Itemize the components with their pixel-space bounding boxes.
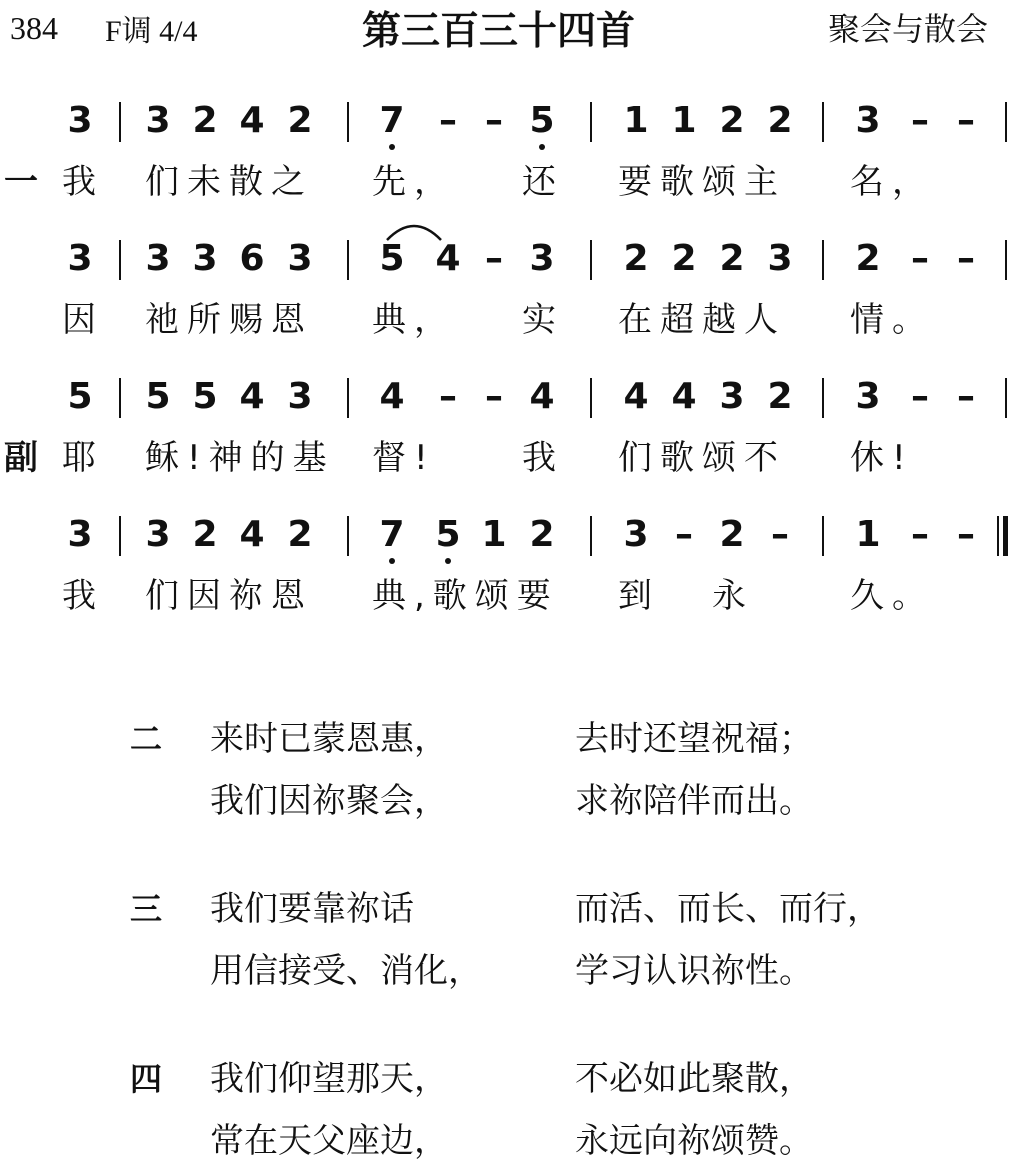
barline (347, 102, 349, 142)
note: 3 (145, 238, 171, 279)
verse-label: 一 (4, 162, 38, 202)
note: 1 (855, 514, 881, 555)
lyric-segment: 们因祢恩 (145, 576, 313, 616)
notes-row (0, 236, 1013, 296)
lyrics-row (0, 436, 1013, 486)
lyric-segment: 还 (522, 162, 564, 202)
lyric-segment: 要歌颂主 (618, 162, 786, 202)
note-hold-dash: – (911, 376, 929, 417)
notes-row (0, 98, 1013, 158)
lyric-segment: 们歌颂不 (618, 438, 786, 478)
lyric-segment: 久。 (850, 576, 934, 616)
score-system (0, 512, 1013, 632)
final-barline-thin (997, 516, 999, 556)
page-number: 384 (10, 10, 58, 46)
note-hold-dash: – (485, 376, 503, 417)
note-hold-dash: – (771, 514, 789, 555)
barline (119, 240, 121, 280)
note: 5 (192, 376, 218, 417)
verse-line-text: 我们因祢聚会， (210, 781, 448, 821)
note: 2 (287, 514, 313, 555)
note: 1 (623, 100, 649, 141)
barline (590, 240, 592, 280)
note-hold-dash: – (485, 238, 503, 279)
lyric-segment: 名， (850, 162, 934, 202)
hymn-category: 聚会与散会 (828, 10, 989, 48)
note: 4 (623, 376, 649, 417)
lyrics-row (0, 160, 1013, 210)
lyric-segment: 我 (522, 438, 564, 478)
note: 5 (145, 376, 171, 417)
barline (1005, 378, 1007, 418)
notes-row (0, 374, 1013, 434)
lyric-segment: 因 (62, 300, 104, 340)
note: 4 (379, 376, 405, 417)
barline (119, 516, 121, 556)
lyric-segment: 永 (712, 576, 754, 616)
lyric-segment: 在超越人 (618, 300, 786, 340)
lyric-segment: 休! (850, 438, 914, 478)
verse-line-text: 永远向祢颂赞。 (575, 1121, 813, 1161)
lyrics-row (0, 298, 1013, 348)
barline (347, 516, 349, 556)
note: 5 (428, 512, 468, 558)
hymn-title: 第三百三十四首 (362, 9, 636, 54)
verse-block (130, 1050, 930, 1170)
barline (590, 516, 592, 556)
lyric-segment: 稣!神的基 (145, 438, 335, 478)
note: 6 (239, 238, 265, 279)
lyric-segment: 们未散之 (145, 162, 313, 202)
barline (347, 240, 349, 280)
note: 2 (719, 514, 745, 555)
score-system (0, 374, 1013, 494)
note: 3 (855, 376, 881, 417)
note-hold-dash: – (675, 514, 693, 555)
note: 2 (623, 238, 649, 279)
barline (590, 102, 592, 142)
note: 3 (67, 238, 93, 279)
barline (347, 378, 349, 418)
verse-number: 四 (130, 1060, 163, 1098)
verse-block (130, 710, 930, 830)
score-system (0, 236, 1013, 356)
note: 2 (529, 514, 555, 555)
note: 3 (623, 514, 649, 555)
note-hold-dash: – (911, 100, 929, 141)
verse-block (130, 880, 930, 1000)
note: 2 (287, 100, 313, 141)
lyric-segment: 情。 (850, 300, 934, 340)
note: 7 (372, 98, 412, 144)
verse-line-text: 我们仰望那天， (210, 1059, 448, 1099)
octave-low-dot (389, 144, 395, 150)
note: 2 (855, 238, 881, 279)
note: 3 (145, 514, 171, 555)
note: 3 (719, 376, 745, 417)
verse-label: 副 (4, 438, 38, 478)
note-hold-dash: – (957, 376, 975, 417)
note: 3 (855, 100, 881, 141)
verse-line-text: 求祢陪伴而出。 (575, 781, 813, 821)
barline (822, 378, 824, 418)
note: 1 (481, 514, 507, 555)
verse-line-text: 常在天父座边， (210, 1121, 448, 1161)
verse-line-text: 去时还望祝福； (575, 719, 813, 759)
note: 5 (379, 238, 405, 279)
note: 3 (67, 100, 93, 141)
lyric-segment: 典,歌颂要 (372, 576, 559, 616)
octave-low-dot (389, 558, 395, 564)
note: 7 (372, 512, 412, 558)
note-hold-dash: – (957, 514, 975, 555)
note: 4 (671, 376, 697, 417)
note-hold-dash: – (957, 100, 975, 141)
lyric-segment: 我 (62, 162, 104, 202)
note: 2 (719, 238, 745, 279)
verse-line-text: 学习认识祢性。 (575, 951, 813, 991)
lyric-segment: 实 (522, 300, 564, 340)
note-hold-dash: – (439, 376, 457, 417)
note: 4 (529, 376, 555, 417)
note: 3 (529, 238, 555, 279)
note: 3 (767, 238, 793, 279)
barline (1005, 240, 1007, 280)
lyric-segment: 我 (62, 576, 104, 616)
note: 3 (67, 514, 93, 555)
barline (822, 516, 824, 556)
barline (822, 240, 824, 280)
note-hold-dash: – (439, 100, 457, 141)
barline (590, 378, 592, 418)
note: 2 (192, 100, 218, 141)
note: 5 (67, 376, 93, 417)
note: 3 (287, 238, 313, 279)
note: 5 (522, 98, 562, 144)
note: 4 (435, 238, 461, 279)
final-barline-thick (1003, 516, 1008, 556)
note: 2 (719, 100, 745, 141)
note: 2 (767, 100, 793, 141)
verse-line-text: 用信接受、消化， (210, 951, 482, 991)
lyric-segment: 典， (372, 300, 456, 340)
lyrics-row (0, 574, 1013, 624)
verse-line-text: 我们要靠祢话 (210, 889, 414, 929)
verse-number: 三 (130, 890, 163, 928)
lyric-segment: 到 (618, 576, 660, 616)
score-system (0, 98, 1013, 218)
barline (119, 102, 121, 142)
barline (1005, 102, 1007, 142)
verse-line-text: 而活、而长、而行， (575, 889, 881, 929)
verse-number: 二 (130, 720, 163, 758)
note: 3 (145, 100, 171, 141)
verse-line-text: 不必如此聚散， (575, 1059, 813, 1099)
note: 4 (239, 376, 265, 417)
lyric-segment: 祂所赐恩 (145, 300, 313, 340)
note: 3 (192, 238, 218, 279)
lyric-segment: 先， (372, 162, 456, 202)
note-hold-dash: – (957, 238, 975, 279)
note: 4 (239, 514, 265, 555)
lyric-segment: 督! (372, 438, 436, 478)
barline (822, 102, 824, 142)
notes-row (0, 512, 1013, 572)
verse-line-text: 来时已蒙恩惠， (210, 719, 448, 759)
octave-low-dot (445, 558, 451, 564)
lyric-segment: 耶 (62, 438, 104, 478)
key-signature: F调 4/4 (105, 15, 198, 48)
slur-mark (384, 218, 444, 242)
barline (119, 378, 121, 418)
note-hold-dash: – (485, 100, 503, 141)
note: 2 (671, 238, 697, 279)
note: 1 (671, 100, 697, 141)
note-hold-dash: – (911, 514, 929, 555)
octave-low-dot (539, 144, 545, 150)
note: 2 (192, 514, 218, 555)
note-hold-dash: – (911, 238, 929, 279)
note: 4 (239, 100, 265, 141)
note: 3 (287, 376, 313, 417)
note: 2 (767, 376, 793, 417)
